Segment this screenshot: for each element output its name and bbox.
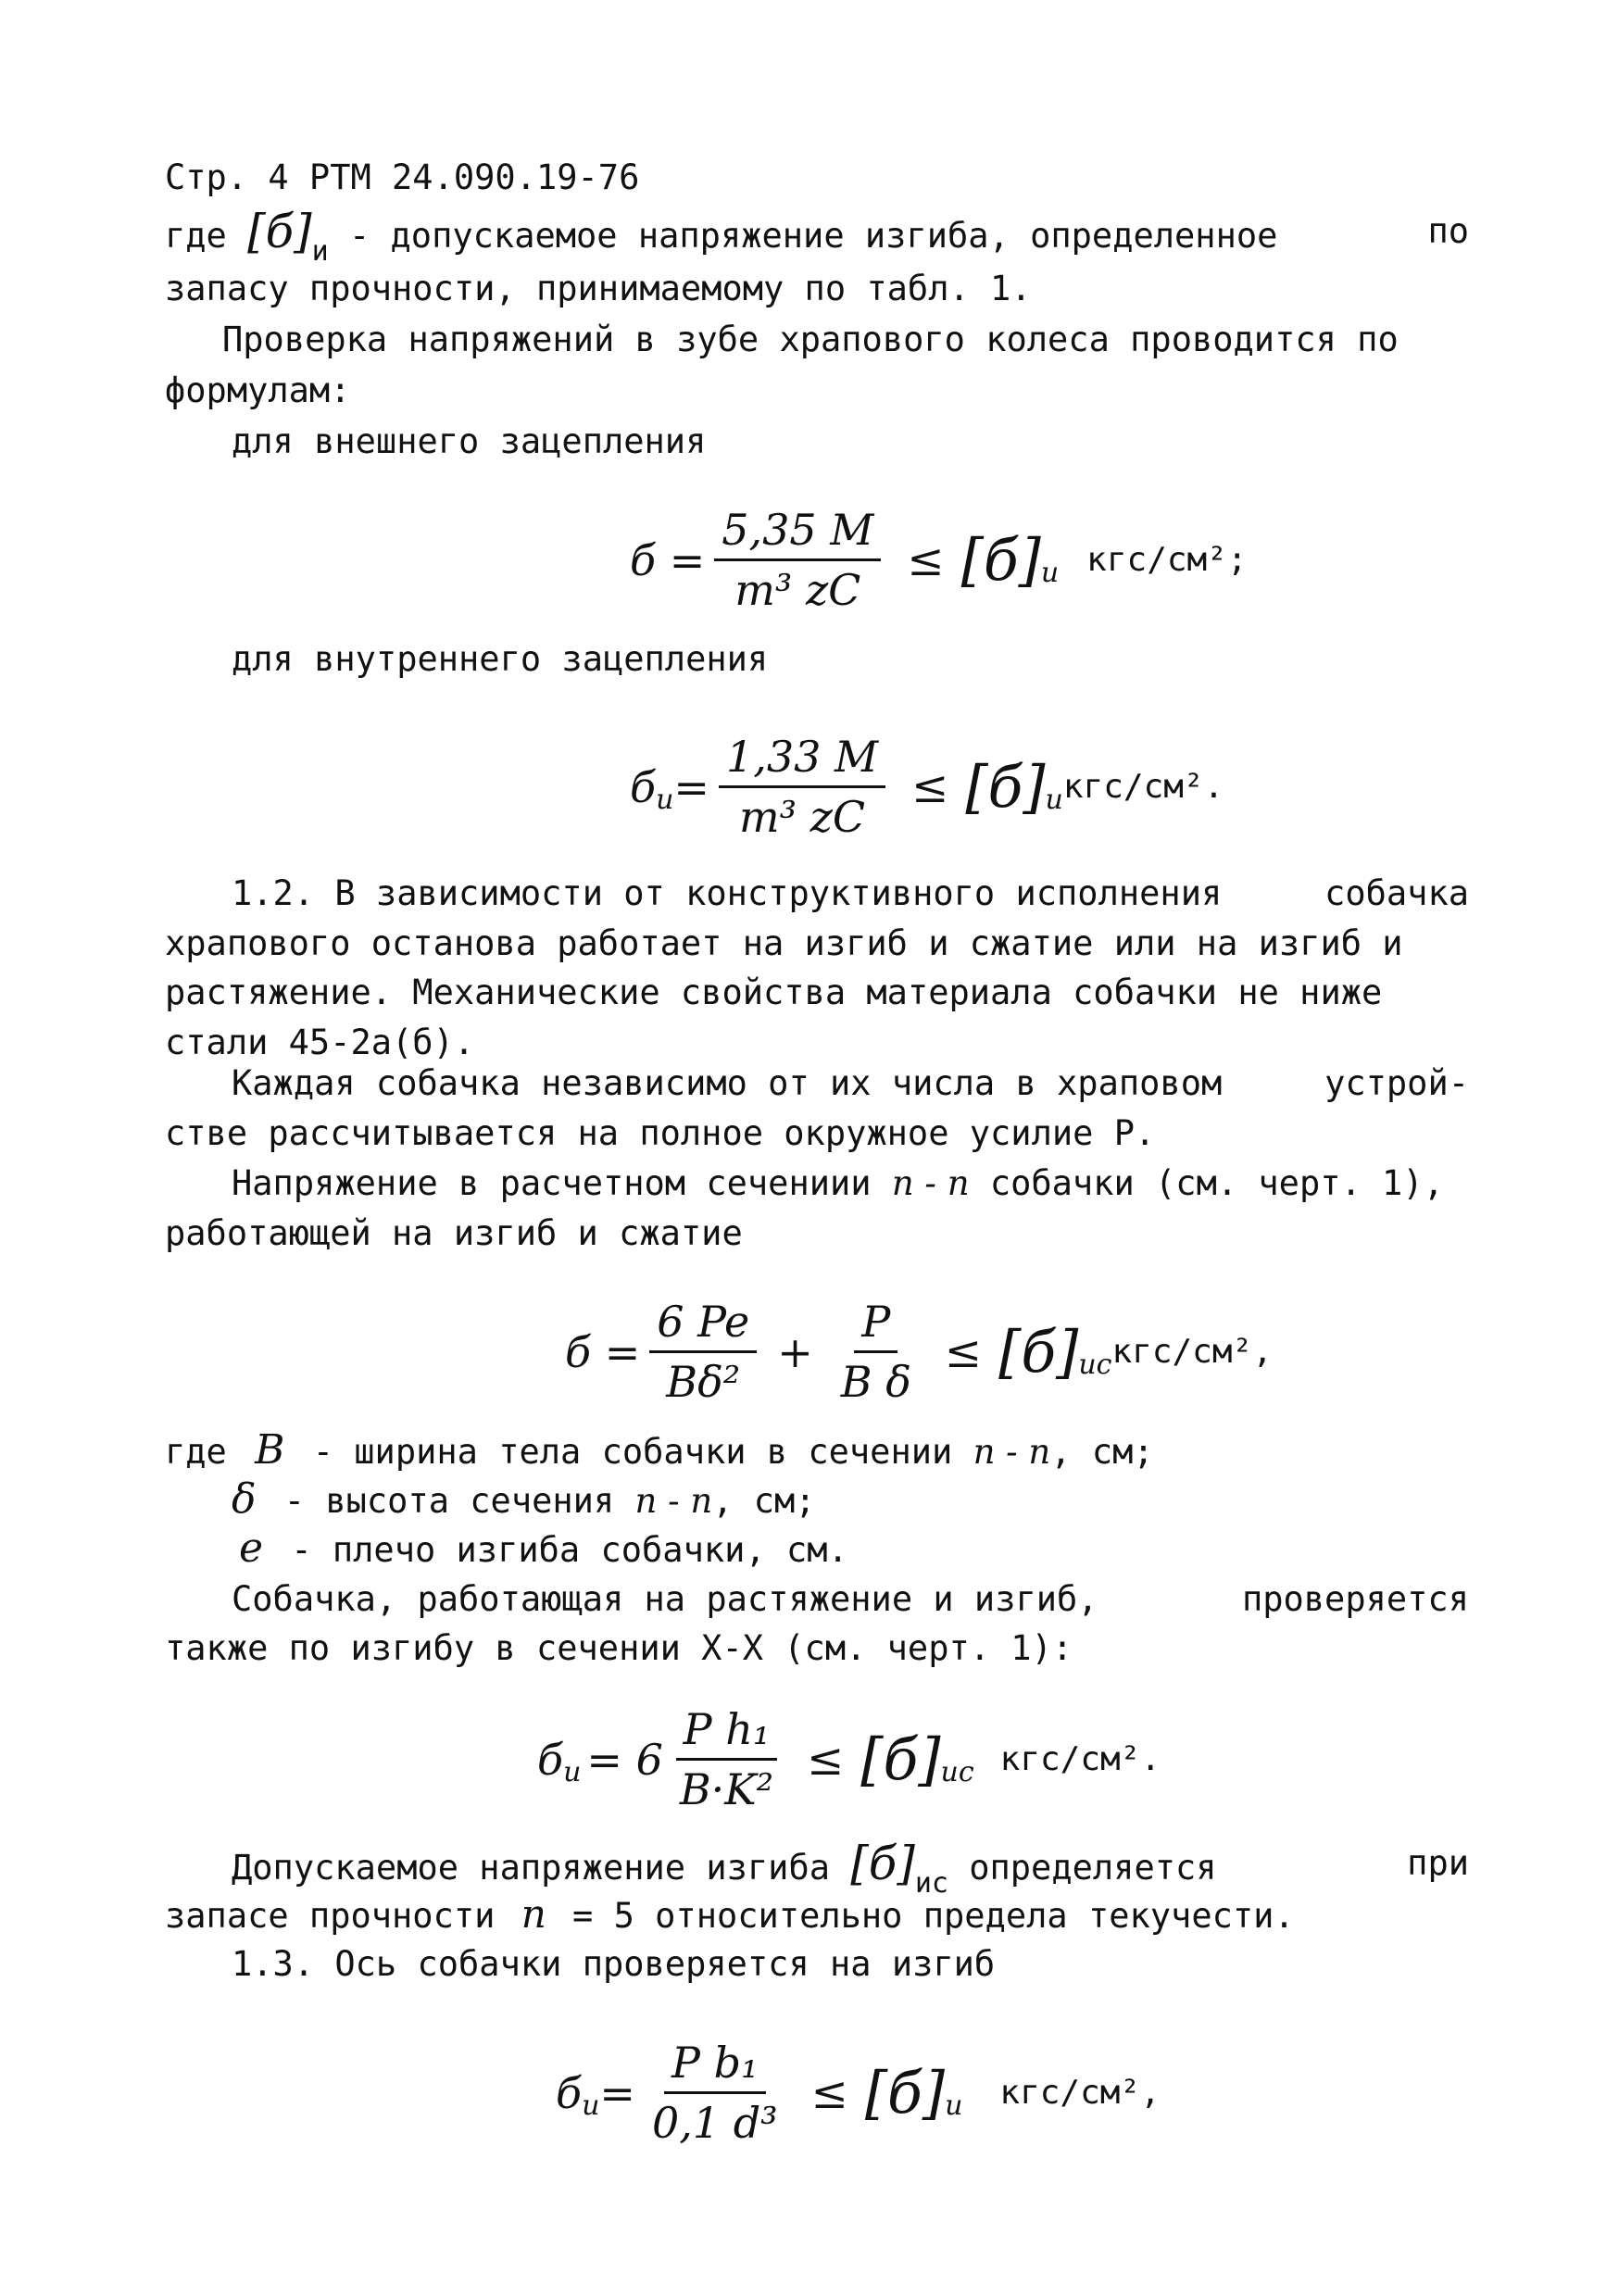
fraction xyxy=(714,505,881,615)
paragraph-5-line-2: также по изгибу в сечении Х-Х (см. черт. 1): xyxy=(165,1628,1073,1668)
text: Допускаемое напряжение изгиба xyxy=(232,1848,831,1888)
internal-mesh-label: для внутреннего зацепления xyxy=(232,639,769,679)
paragraph-1-line-2: запасу прочности, принимаемому по табл. 1. xyxy=(165,269,1032,308)
paragraph-2-line-1: Проверка напряжений в зубе храпового колеса проводится по xyxy=(222,320,1399,359)
numerator: P b₁ xyxy=(664,2038,765,2094)
equals: = xyxy=(599,2067,635,2118)
paragraph-1-line-1 xyxy=(165,205,1469,268)
definition-B xyxy=(165,1426,1154,1474)
text: запасе прочности xyxy=(165,1896,496,1936)
unit: кгс/см², xyxy=(999,2074,1161,2112)
symbol-B: B xyxy=(255,1426,285,1474)
text: 1.2. В зависимости от конструктивного исполнения xyxy=(232,873,1223,913)
text: проверяется xyxy=(1241,1579,1469,1619)
word-po: по xyxy=(1427,211,1469,251)
numerator: 5,35 M xyxy=(714,505,881,561)
text: , см; xyxy=(712,1481,816,1521)
text: , см; xyxy=(1050,1432,1154,1472)
lhs: б = xyxy=(630,534,706,585)
text: Собачка, работающая на растяжение и изгиб, xyxy=(232,1579,1098,1619)
numerator: 6 Pe xyxy=(649,1297,757,1353)
external-mesh-label: для внешнего зацепления xyxy=(232,421,707,461)
safety-factor-n: n xyxy=(521,1891,546,1937)
unit: кгс/см²; xyxy=(1086,541,1248,579)
lhs: б xyxy=(630,761,657,812)
numerator: P h₁ xyxy=(676,1704,778,1761)
fraction-1 xyxy=(649,1297,757,1407)
paragraph-2-line-2: формулам: xyxy=(165,370,351,410)
text: - допускаемое напряжение изгиба, определенное xyxy=(348,216,1278,256)
plus: + xyxy=(777,1326,813,1377)
sigma-subscript: и xyxy=(311,235,329,268)
text: где xyxy=(165,1432,227,1472)
text: - плечо изгиба собачки, см. xyxy=(291,1530,848,1570)
denominator: Bδ² xyxy=(666,1357,741,1407)
sigma-bracket: [б] xyxy=(864,2059,946,2127)
paragraph-6-line-1 xyxy=(232,1837,1469,1900)
section-1-3: 1.3. Ось собачки проверяется на изгиб xyxy=(232,1944,996,1984)
equals: = xyxy=(673,761,709,812)
text: Напряжение в расчетном сечениии xyxy=(232,1163,872,1203)
lhs-sub: u xyxy=(563,1756,582,1788)
sigma-bracket: [б] xyxy=(850,1837,915,1890)
lhs: б xyxy=(537,1734,564,1785)
sigma-bracket-sub: ис xyxy=(914,1867,948,1900)
formula-external xyxy=(630,505,1248,615)
section-n-n: n - n xyxy=(634,1481,713,1521)
text: = 5 относительно предела текучести. xyxy=(572,1896,1295,1936)
lhs-sub: u xyxy=(582,2089,600,2122)
denominator: m³ zC xyxy=(734,565,861,615)
equals-six: = 6 xyxy=(586,1734,663,1785)
definition-delta xyxy=(232,1475,816,1523)
denominator: m³ zC xyxy=(738,792,866,842)
text: определяется xyxy=(969,1848,1217,1888)
fraction xyxy=(672,1704,781,1814)
text: устрой- xyxy=(1324,1063,1469,1103)
text: при xyxy=(1407,1843,1469,1883)
paragraph-6-line-2 xyxy=(165,1891,1295,1937)
sigma-bracket: [б] xyxy=(998,1318,1079,1386)
unit: кгс/см². xyxy=(1062,768,1224,806)
symbol-e: e xyxy=(239,1524,264,1572)
formula-bending-compression xyxy=(565,1297,1273,1407)
symbol-delta: δ xyxy=(232,1475,257,1523)
lhs: б = xyxy=(565,1326,641,1377)
text: собачка xyxy=(1324,873,1469,913)
denominator: B δ xyxy=(840,1357,911,1407)
section-1-2-line-4: стали 45-2а(б). xyxy=(165,1023,475,1062)
paragraph-3-line-1 xyxy=(232,1063,1469,1104)
sigma-bracket-sub: u xyxy=(945,2089,963,2122)
numerator: 1,33 M xyxy=(719,732,885,788)
fraction xyxy=(645,2038,785,2148)
paragraph-4-line-1 xyxy=(232,1163,1444,1204)
fraction-2 xyxy=(834,1297,919,1407)
sigma-bracket: [б] xyxy=(860,1725,941,1793)
sigma-bracket-sub: uc xyxy=(1078,1349,1112,1381)
text: собачки (см. черт. 1), xyxy=(989,1163,1444,1203)
section-n-n: n - n xyxy=(891,1163,970,1203)
sigma-bracket: [б] xyxy=(960,526,1041,594)
sigma-bracket-sub: u xyxy=(1040,557,1060,589)
section-1-2-line-2: храпового останова работает на изгиб и сжатие или на изгиб и xyxy=(165,923,1403,963)
le-sign: ≤ xyxy=(907,533,945,586)
sigma-allowable-symbol: [б] xyxy=(247,205,312,258)
paragraph-5-line-1 xyxy=(232,1579,1469,1620)
section-1-2-line-1 xyxy=(232,873,1469,914)
text: - ширина тела собачки в сечении xyxy=(312,1432,953,1472)
le-sign: ≤ xyxy=(911,760,949,813)
formula-axle-bending xyxy=(556,2038,1161,2148)
formula-internal xyxy=(630,732,1224,842)
sigma-bracket: [б] xyxy=(965,753,1046,821)
fraction xyxy=(719,732,885,842)
text: - высота сечения xyxy=(283,1481,615,1521)
section-n-n: n - n xyxy=(973,1432,1051,1472)
unit: кгс/см². xyxy=(999,1740,1161,1778)
sigma-bracket-sub: uc xyxy=(940,1756,974,1788)
numerator: P xyxy=(854,1297,897,1353)
lhs: б xyxy=(556,2067,583,2118)
definition-e xyxy=(239,1524,848,1572)
denominator: 0,1 d³ xyxy=(651,2098,778,2148)
sigma-bracket-sub: u xyxy=(1045,784,1063,816)
section-1-2-line-3: растяжение. Механические свойства материала собачки не ниже xyxy=(165,972,1383,1012)
le-sign: ≤ xyxy=(810,2066,848,2119)
le-sign: ≤ xyxy=(944,1325,983,1378)
unit: кгс/см², xyxy=(1111,1333,1273,1371)
word-gde: где xyxy=(165,216,227,256)
text: Каждая собачка независимо от их числа в храповом xyxy=(232,1063,1223,1103)
page-header: Стр. 4 РТМ 24.090.19-76 xyxy=(165,157,640,197)
formula-tension-bending xyxy=(537,1704,1161,1814)
le-sign: ≤ xyxy=(807,1733,845,1786)
paragraph-4-line-2: работающей на изгиб и сжатие xyxy=(165,1213,743,1253)
lhs-sub: u xyxy=(656,784,674,816)
denominator: B·K² xyxy=(679,1764,774,1814)
paragraph-3-line-2: стве рассчитывается на полное окружное усилие Р. xyxy=(165,1113,1156,1153)
